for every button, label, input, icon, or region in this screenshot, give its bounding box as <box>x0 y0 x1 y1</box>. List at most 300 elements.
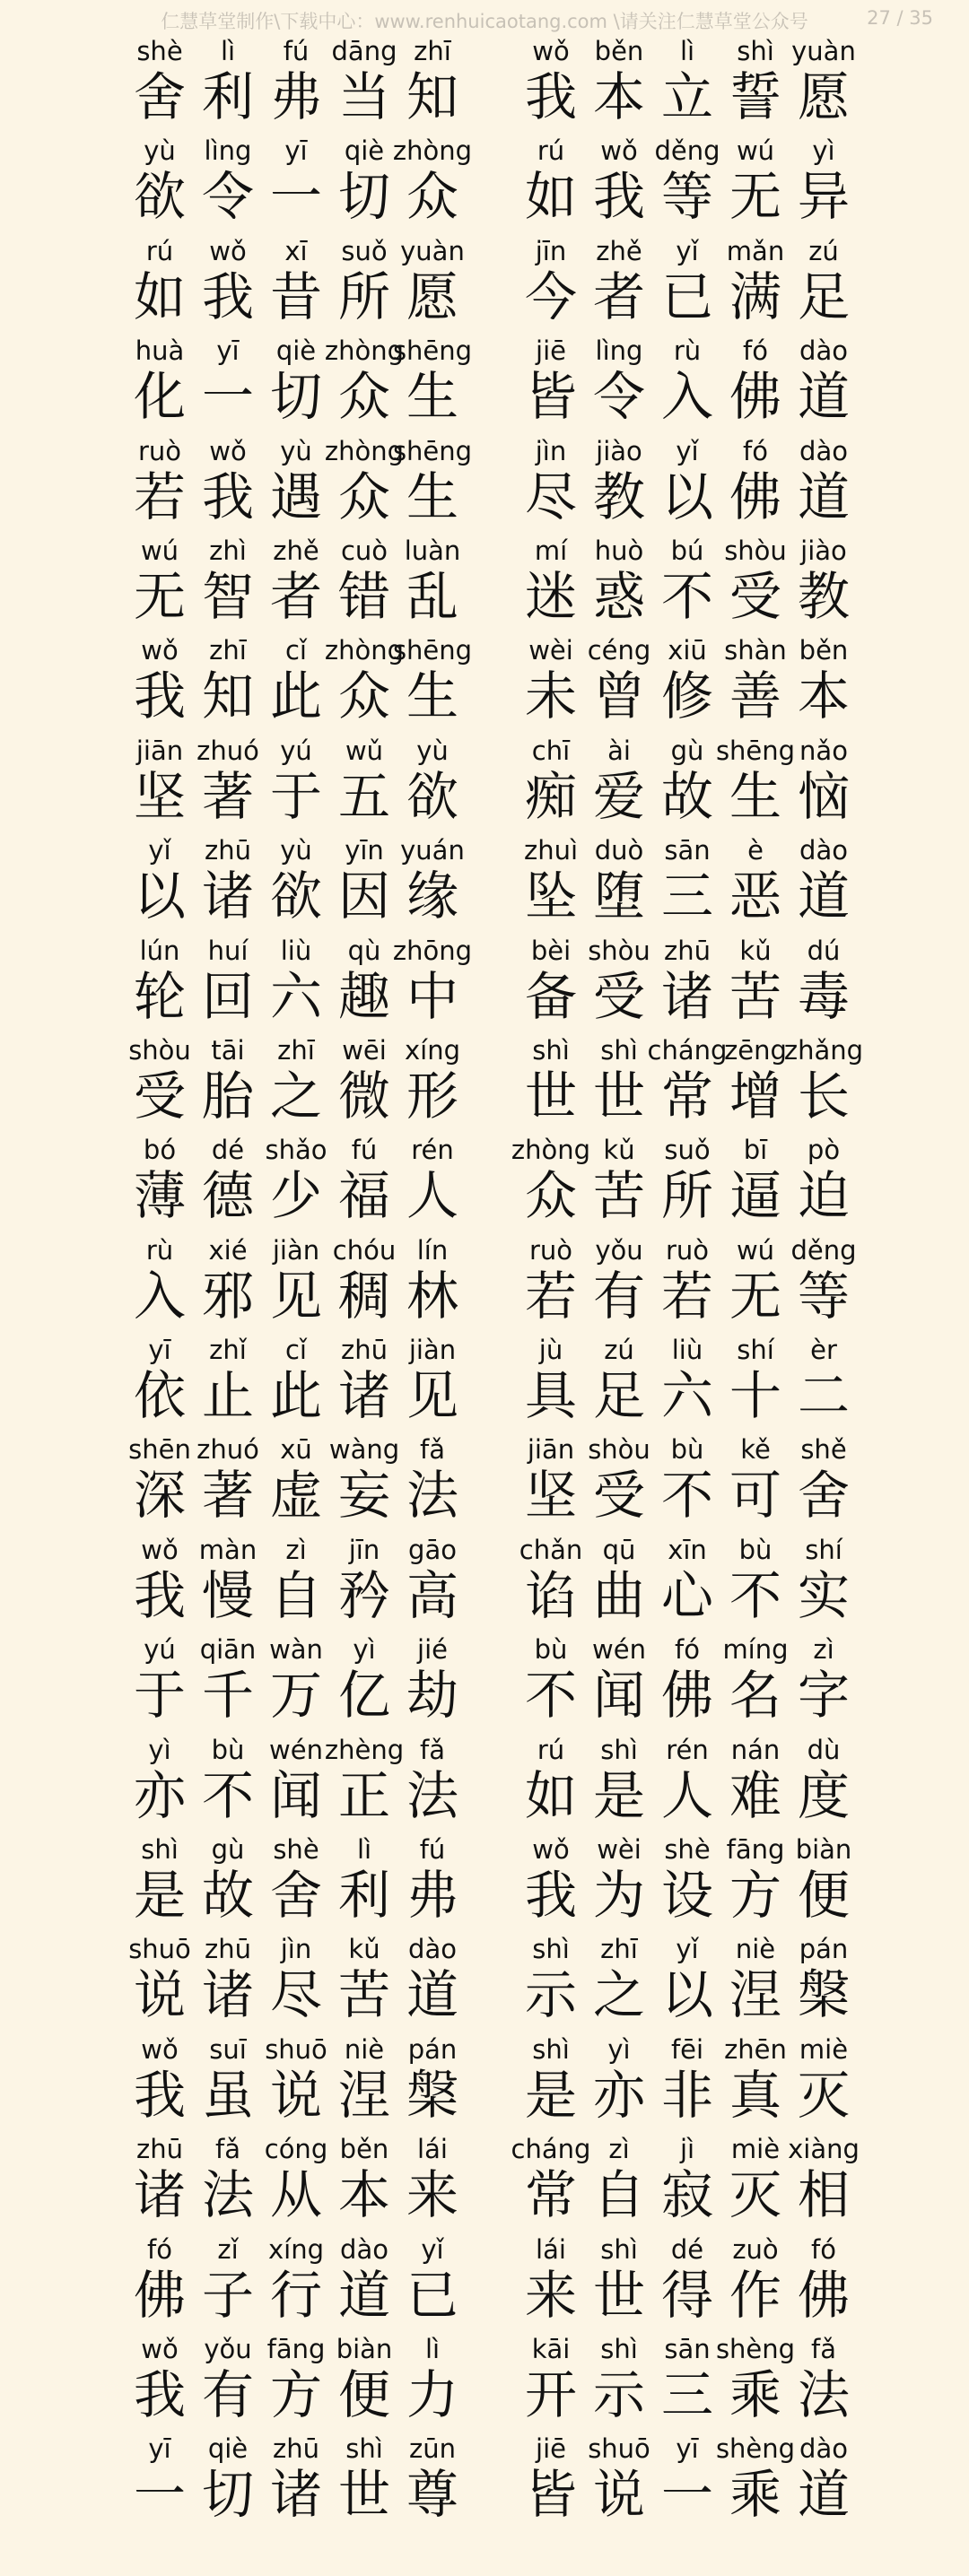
pinyin-text: fó <box>743 435 768 466</box>
hanzi-text: 不 <box>524 1665 577 1727</box>
character-cell <box>790 2132 858 2232</box>
hanzi-text: 受 <box>729 565 781 627</box>
hanzi-text: 不 <box>660 565 713 627</box>
pinyin-text: kǔ <box>603 1135 635 1166</box>
verse-right <box>517 1932 858 2032</box>
hanzi-text: 者 <box>269 565 322 627</box>
hanzi-text: 名 <box>729 1665 781 1727</box>
hanzi-text: 之 <box>269 1065 322 1127</box>
pinyin-text: zhě <box>273 535 319 566</box>
pinyin-text: xiū <box>668 635 707 666</box>
hanzi-text: 以 <box>660 466 713 527</box>
hanzi-text: 法 <box>406 1764 458 1826</box>
hanzi-text: 字 <box>797 1665 850 1727</box>
pinyin-text: niè <box>344 2033 385 2065</box>
hanzi-text: 舍 <box>269 1865 322 1927</box>
pinyin-text: lún <box>139 935 180 966</box>
verse-line <box>0 2032 969 2132</box>
hanzi-text: 令 <box>592 366 645 428</box>
pinyin-text: wèi <box>597 1834 642 1866</box>
pinyin-text: shòu <box>128 1034 191 1066</box>
pinyin-text: huò <box>594 535 644 566</box>
hanzi-text: 教 <box>797 565 850 627</box>
hanzi-text: 已 <box>406 2264 458 2326</box>
verse-left <box>126 234 467 334</box>
pinyin-text: qiè <box>344 135 385 167</box>
hanzi-text: 得 <box>660 2264 713 2326</box>
hanzi-text: 一 <box>201 366 254 428</box>
hanzi-text: 道 <box>797 466 850 527</box>
character-cell <box>790 2032 858 2132</box>
hanzi-text: 爱 <box>592 765 645 827</box>
hanzi-text: 受 <box>592 1465 645 1527</box>
pinyin-text: yǒu <box>204 2333 252 2364</box>
hanzi-text: 曲 <box>592 1564 645 1626</box>
pinyin-text: zhèng <box>324 1734 405 1765</box>
pinyin-text: zhě <box>596 235 642 266</box>
pinyin-text: yù <box>144 135 176 167</box>
pinyin-text: qù <box>347 935 381 966</box>
hanzi-text: 开 <box>524 2363 577 2425</box>
pinyin-text: shè <box>664 1834 711 1866</box>
hanzi-text: 寂 <box>660 2164 713 2226</box>
pinyin-text: dāng <box>331 36 397 66</box>
hanzi-text: 愿 <box>797 66 850 127</box>
verse-line <box>0 2132 969 2232</box>
verse-left <box>126 1432 467 1532</box>
hanzi-text: 一 <box>660 2464 713 2526</box>
pinyin-text: dào <box>340 2233 388 2265</box>
pinyin-text: dù <box>807 1734 841 1765</box>
pinyin-text: chóu <box>332 1234 397 1266</box>
header-text: 仁慧草堂制作\下载中心：www.renhuicaotang.com \请关注仁慧草堂公众号 <box>161 11 808 32</box>
hanzi-text: 此 <box>269 666 322 727</box>
hanzi-text: 若 <box>133 466 186 527</box>
hanzi-text: 心 <box>660 1564 713 1626</box>
character-cell <box>398 2332 467 2432</box>
hanzi-text: 足 <box>592 1365 645 1427</box>
pinyin-text: shēn <box>128 1434 191 1466</box>
hanzi-text: 我 <box>133 2363 186 2425</box>
pinyin-text: zhǐ <box>209 1335 247 1366</box>
hanzi-text: 设 <box>660 1865 713 1927</box>
hanzi-text: 子 <box>201 2264 254 2326</box>
pinyin-text: fó <box>675 1634 700 1666</box>
hanzi-text: 人 <box>406 1165 458 1227</box>
pinyin-text: cǐ <box>284 1335 307 1366</box>
verse-left <box>126 833 467 933</box>
hanzi-text: 诸 <box>133 2164 186 2226</box>
hanzi-text: 智 <box>201 565 254 627</box>
verse-right <box>517 434 858 534</box>
pinyin-text: niè <box>735 1934 776 1965</box>
pinyin-text: qiè <box>275 335 317 367</box>
hanzi-text: 为 <box>592 1865 645 1927</box>
pinyin-text: fāng <box>726 1834 785 1866</box>
verse-line <box>0 334 969 433</box>
hanzi-text: 此 <box>269 1365 322 1427</box>
pinyin-text: wǔ <box>345 735 384 766</box>
pinyin-text: pán <box>407 2033 458 2065</box>
pinyin-text: shēng <box>715 735 796 766</box>
pinyin-text: xíng <box>404 1034 460 1066</box>
hanzi-text: 微 <box>337 1065 390 1127</box>
hanzi-text: 是 <box>592 1764 645 1826</box>
pinyin-text: zhǎng <box>783 1034 864 1066</box>
hanzi-text: 欲 <box>133 166 186 228</box>
pinyin-text: yú <box>144 1634 176 1666</box>
hanzi-text: 于 <box>133 1665 186 1727</box>
hanzi-text: 无 <box>729 166 781 228</box>
pinyin-text: jié <box>417 1634 448 1666</box>
pinyin-text: shě <box>800 1434 847 1466</box>
pinyin-text: fó <box>811 2233 836 2265</box>
pinyin-text: zhòng <box>511 1135 591 1166</box>
pinyin-text: chǎn <box>519 1534 583 1565</box>
hanzi-text: 诸 <box>269 2464 322 2526</box>
pinyin-text: wú <box>140 535 179 566</box>
hanzi-text: 故 <box>660 765 713 827</box>
pinyin-text: dào <box>799 335 848 367</box>
hanzi-text: 如 <box>524 1764 577 1826</box>
pinyin-text: biàn <box>336 2333 393 2364</box>
hanzi-text: 世 <box>592 2264 645 2326</box>
hanzi-text: 无 <box>729 1265 781 1327</box>
verse-right <box>517 234 858 334</box>
hanzi-text: 本 <box>592 66 645 127</box>
pinyin-text: wén <box>592 1634 646 1666</box>
pinyin-text: gù <box>670 735 704 766</box>
hanzi-text: 皆 <box>524 2464 577 2526</box>
pinyin-text: shì <box>532 2033 570 2065</box>
hanzi-text: 灭 <box>797 2064 850 2126</box>
hanzi-text: 若 <box>524 1265 577 1327</box>
pinyin-text: xī <box>284 235 308 266</box>
character-cell <box>398 1733 467 1832</box>
hanzi-text: 者 <box>592 265 645 327</box>
pinyin-text: dào <box>799 2433 848 2465</box>
hanzi-text: 尊 <box>406 2464 458 2526</box>
hanzi-text: 乘 <box>729 2363 781 2425</box>
verse-left <box>126 934 473 1033</box>
verse-right <box>517 1033 864 1133</box>
verse-right <box>517 734 858 833</box>
pinyin-text: zì <box>608 2134 630 2165</box>
hanzi-text: 如 <box>133 265 186 327</box>
hanzi-text: 入 <box>660 366 713 428</box>
verse-line <box>0 1733 969 1832</box>
pinyin-text: yì <box>148 1734 171 1765</box>
pinyin-text: yī <box>676 2433 699 2465</box>
pinyin-text: rú <box>537 135 565 167</box>
hanzi-text: 实 <box>797 1564 850 1626</box>
pinyin-text: lì <box>679 36 695 66</box>
hanzi-text: 舍 <box>133 66 186 127</box>
hanzi-text: 著 <box>201 765 254 827</box>
pinyin-text: wàng <box>328 1434 400 1466</box>
hanzi-text: 坚 <box>133 765 186 827</box>
hanzi-text: 道 <box>797 866 850 927</box>
hanzi-text: 不 <box>729 1564 781 1626</box>
character-cell <box>398 1033 467 1133</box>
hanzi-text: 我 <box>592 166 645 228</box>
character-cell <box>398 1832 467 1932</box>
hanzi-text: 慢 <box>201 1564 254 1626</box>
pinyin-text: wèi <box>528 635 573 666</box>
verse-left <box>126 2232 467 2332</box>
hanzi-text: 欲 <box>406 765 458 827</box>
pinyin-text: yǐ <box>676 435 699 466</box>
verse-line <box>0 833 969 933</box>
pinyin-text: rù <box>145 1234 174 1266</box>
pinyin-text: cǐ <box>284 635 307 666</box>
verse-left <box>126 1533 467 1632</box>
hanzi-text: 苦 <box>592 1165 645 1227</box>
hanzi-text: 便 <box>797 1865 850 1927</box>
hanzi-text: 受 <box>133 1065 186 1127</box>
verse-right <box>517 633 858 733</box>
character-cell <box>392 134 473 233</box>
pinyin-text: shì <box>141 1834 179 1866</box>
pinyin-text: wǒ <box>141 2333 179 2364</box>
hanzi-text: 誓 <box>729 66 781 127</box>
pinyin-text: suǒ <box>664 1135 711 1166</box>
hanzi-text: 备 <box>524 965 577 1027</box>
pinyin-text: jìn <box>535 435 567 466</box>
verse-left <box>126 34 467 134</box>
hanzi-text: 因 <box>337 866 390 927</box>
hanzi-text: 众 <box>337 466 390 527</box>
pinyin-text: shì <box>532 1034 570 1066</box>
hanzi-text: 回 <box>201 965 254 1027</box>
hanzi-text: 不 <box>660 1465 713 1527</box>
pinyin-text: wǒ <box>141 635 179 666</box>
pinyin-text: jiān <box>527 1434 575 1466</box>
character-cell <box>790 2432 858 2531</box>
verse-left <box>126 434 473 534</box>
pinyin-text: jiàn <box>272 1234 320 1266</box>
pinyin-text: liù <box>671 1335 703 1366</box>
pinyin-text: zuò <box>732 2233 779 2265</box>
verse-line <box>0 434 969 534</box>
hanzi-text: 难 <box>729 1764 781 1826</box>
pinyin-text: yuàn <box>791 36 856 66</box>
hanzi-text: 痴 <box>524 765 577 827</box>
verse-right <box>517 833 858 933</box>
verse-left <box>126 1733 467 1832</box>
character-cell <box>398 1432 467 1532</box>
pinyin-text: wú <box>736 1234 775 1266</box>
hanzi-text: 遇 <box>269 466 322 527</box>
hanzi-text: 方 <box>729 1865 781 1927</box>
hanzi-text: 可 <box>729 1465 781 1527</box>
hanzi-text: 昔 <box>269 265 322 327</box>
pinyin-text: èr <box>810 1335 837 1366</box>
hanzi-text: 自 <box>269 1564 322 1626</box>
pinyin-text: ruò <box>528 1234 573 1266</box>
character-cell <box>392 334 473 433</box>
hanzi-text: 世 <box>524 1065 577 1127</box>
pinyin-text: rén <box>411 1135 454 1166</box>
pinyin-text: bó <box>143 1135 177 1166</box>
pinyin-text: wǒ <box>600 135 638 167</box>
hanzi-text: 止 <box>201 1365 254 1427</box>
hanzi-text: 佛 <box>660 1665 713 1727</box>
hanzi-text: 常 <box>524 2164 577 2226</box>
hanzi-text: 令 <box>201 166 254 228</box>
character-cell <box>783 1033 864 1133</box>
hanzi-text: 道 <box>406 1964 458 2026</box>
verse-line <box>0 1533 969 1632</box>
pinyin-text: fēi <box>670 2033 704 2065</box>
hanzi-text: 尽 <box>269 1964 322 2026</box>
hanzi-text: 我 <box>133 666 186 727</box>
pinyin-text: shèng <box>715 2333 796 2364</box>
pinyin-text: lìng <box>204 135 252 167</box>
pinyin-text: lái <box>417 2134 448 2165</box>
hanzi-text: 切 <box>269 366 322 428</box>
character-cell <box>398 2432 467 2531</box>
pinyin-text: zhū <box>136 2134 183 2165</box>
hanzi-text: 尽 <box>524 466 577 527</box>
hanzi-text: 无 <box>133 565 186 627</box>
hanzi-text: 知 <box>201 666 254 727</box>
hanzi-text: 著 <box>201 1465 254 1527</box>
pinyin-text: bú <box>670 535 704 566</box>
character-cell <box>398 734 467 833</box>
pinyin-text: zhū <box>664 935 711 966</box>
hanzi-text: 法 <box>406 1465 458 1527</box>
pinyin-text: tāi <box>211 1034 245 1066</box>
pinyin-text: wǒ <box>141 2033 179 2065</box>
hanzi-text: 当 <box>337 66 390 127</box>
pinyin-text: gù <box>211 1834 245 1866</box>
hanzi-text: 教 <box>592 466 645 527</box>
verse-left <box>126 134 473 233</box>
hanzi-text: 行 <box>269 2264 322 2326</box>
pinyin-text: lì <box>424 2333 441 2364</box>
pinyin-text: yī <box>284 135 308 167</box>
hanzi-text: 诸 <box>201 1964 254 2026</box>
verse-line <box>0 1632 969 1732</box>
character-cell <box>790 1432 858 1532</box>
hanzi-text: 切 <box>337 166 390 228</box>
character-cell <box>790 2332 858 2432</box>
character-cell <box>790 1233 858 1333</box>
pinyin-text: fó <box>743 335 768 367</box>
pinyin-text: jīn <box>535 235 567 266</box>
hanzi-text: 虚 <box>269 1465 322 1527</box>
hanzi-text: 涅 <box>729 1964 781 2026</box>
hanzi-text: 五 <box>337 765 390 827</box>
hanzi-text: 迫 <box>797 1165 850 1227</box>
pinyin-text: shuō <box>128 1934 191 1965</box>
hanzi-text: 我 <box>524 1865 577 1927</box>
hanzi-text: 我 <box>133 2064 186 2126</box>
hanzi-text: 三 <box>660 866 713 927</box>
hanzi-text: 缘 <box>406 866 458 927</box>
pinyin-text: wén <box>269 1734 323 1765</box>
character-cell <box>392 934 473 1033</box>
verse-left <box>126 334 473 433</box>
pinyin-text: wǒ <box>141 1534 179 1565</box>
pinyin-text: shì <box>737 36 774 66</box>
hanzi-text: 弗 <box>406 1865 458 1927</box>
pinyin-text: zhī <box>600 1934 638 1965</box>
pinyin-text: wǒ <box>532 36 570 66</box>
verse-line <box>0 234 969 334</box>
hanzi-text: 坚 <box>524 1465 577 1527</box>
hanzi-text: 受 <box>592 965 645 1027</box>
pinyin-text: jiàn <box>408 1335 457 1366</box>
pinyin-text: xīn <box>668 1534 707 1565</box>
character-cell <box>790 1333 858 1432</box>
verse-right <box>517 34 858 134</box>
pinyin-text: cuò <box>340 535 388 566</box>
hanzi-text: 说 <box>592 2464 645 2526</box>
hanzi-text: 等 <box>660 166 713 228</box>
verse-line <box>0 134 969 233</box>
hanzi-text: 不 <box>201 1764 254 1826</box>
verse-line <box>0 2232 969 2332</box>
hanzi-text: 曾 <box>592 666 645 727</box>
pinyin-text: lái <box>536 2233 566 2265</box>
hanzi-text: 薄 <box>133 1165 186 1227</box>
pinyin-text: cháng <box>647 1034 728 1066</box>
hanzi-text: 我 <box>201 265 254 327</box>
pinyin-text: shòu <box>588 935 650 966</box>
pinyin-text: pán <box>799 1934 849 1965</box>
character-cell <box>790 34 858 134</box>
character-cell <box>398 1333 467 1432</box>
pinyin-text: jiān <box>135 735 184 766</box>
pinyin-text: yǒu <box>595 1234 643 1266</box>
pinyin-text: yù <box>280 435 312 466</box>
character-cell <box>398 1533 467 1632</box>
hanzi-text: 弗 <box>269 66 322 127</box>
character-cell <box>398 534 467 633</box>
hanzi-text: 闻 <box>592 1665 645 1727</box>
pinyin-text: rú <box>537 1734 565 1765</box>
pinyin-text: kāi <box>531 2333 571 2364</box>
hanzi-text: 诸 <box>660 965 713 1027</box>
pinyin-text: suī <box>209 2033 247 2065</box>
verse-left <box>126 2332 467 2432</box>
hanzi-text: 佛 <box>133 2264 186 2326</box>
pinyin-text: fāng <box>266 2333 326 2364</box>
hanzi-text: 一 <box>133 2464 186 2526</box>
verse-right <box>511 1133 858 1232</box>
pinyin-text: jì <box>679 2134 695 2165</box>
hanzi-text: 修 <box>660 666 713 727</box>
hanzi-text: 形 <box>406 1065 458 1127</box>
character-cell <box>790 1832 858 1932</box>
hanzi-text: 生 <box>406 666 458 727</box>
hanzi-text: 已 <box>660 265 713 327</box>
pinyin-text: qiān <box>199 1634 257 1666</box>
verse-lines <box>0 34 969 2532</box>
pinyin-text: yuàn <box>400 235 465 266</box>
character-cell <box>790 334 858 433</box>
verse-right <box>517 1333 858 1432</box>
hanzi-text: 轮 <box>133 965 186 1027</box>
hanzi-text: 真 <box>729 2064 781 2126</box>
hanzi-text: 生 <box>406 366 458 428</box>
pinyin-text: shēng <box>392 435 473 466</box>
hanzi-text: 众 <box>337 366 390 428</box>
pinyin-text: wǒ <box>532 1834 570 1866</box>
verse-left <box>126 633 473 733</box>
